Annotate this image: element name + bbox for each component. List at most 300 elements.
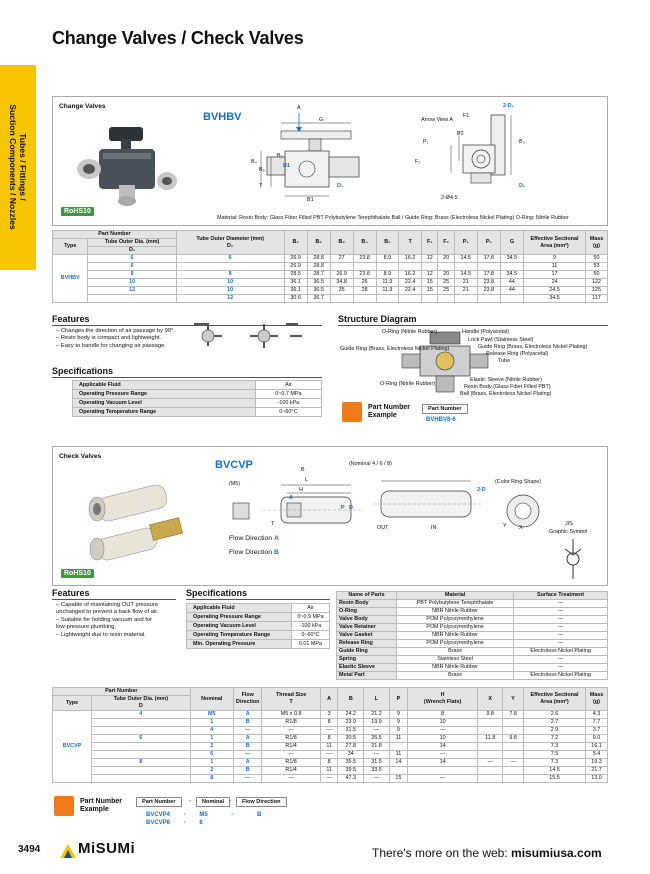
th-d1: D₁ — [88, 247, 176, 255]
table-cell: R1/4 — [262, 767, 320, 775]
dim-label-b: B — [301, 467, 305, 473]
panel-label: Check Valves — [59, 453, 102, 460]
th-b2: B₂ — [307, 231, 330, 255]
table-cell: 21 — [454, 279, 477, 287]
th-b1: B₁ — [284, 231, 307, 255]
table-cell: 17 — [524, 271, 586, 279]
table-cell — [92, 767, 190, 775]
misumi-logo-icon — [60, 842, 76, 858]
table-cell: 7.7 — [586, 719, 608, 727]
bvhbv-features-list — [56, 328, 175, 350]
table-cell: POM Polyoxymethylene — [396, 624, 513, 632]
table-row — [337, 664, 608, 672]
table-cell: — — [262, 727, 320, 735]
table-cell: 4 — [92, 711, 190, 719]
spec-row — [73, 408, 322, 417]
table-cell: — — [478, 759, 503, 767]
dim-label-nominal: (Nominal 4 / 6 / 8) — [349, 461, 392, 467]
table-cell: M5 x 0.8 — [262, 711, 320, 719]
table-cell — [477, 295, 500, 303]
spec-key: Applicable Fluid — [187, 604, 292, 613]
th-type: Type — [53, 239, 88, 255]
th-b: B — [338, 688, 364, 711]
table-cell: — — [514, 640, 608, 648]
pn-example-value: BVHBV8-6 — [426, 417, 456, 423]
table-cell: 14.5 — [454, 255, 477, 263]
table-cell — [376, 263, 398, 271]
table-cell: 22.4 — [399, 287, 422, 295]
table-cell: 26.9 — [284, 263, 307, 271]
bvhbv-panel — [52, 96, 608, 226]
bvhbv-specs-underline — [52, 377, 322, 378]
table-cell: 117 — [586, 295, 608, 303]
table-cell: 6 — [190, 751, 234, 759]
th-part-number: Part Number — [53, 231, 177, 239]
side-tab-label: Tubes / Fittings / Suction Components / Nozzles — [8, 104, 28, 230]
table-cell: 34 — [338, 751, 364, 759]
table-cell: 36.5 — [307, 279, 330, 287]
table-cell: 6 — [88, 263, 176, 271]
table-cell: 26.9 — [330, 271, 353, 279]
table-cell: 31.5 — [338, 727, 364, 735]
table-cell: POM Polyoxymethylene — [396, 640, 513, 648]
table-cell: 30.5 — [338, 735, 364, 743]
table-cell: 24.5 — [524, 287, 586, 295]
footer-web-link[interactable]: There's more on the web: misumiusa.com — [372, 846, 602, 860]
bvcvp-title: BVCVP — [215, 459, 253, 471]
table-cell — [422, 263, 438, 271]
table-cell: POM Polyoxymethylene — [396, 616, 513, 624]
table-cell: 34.5 — [500, 271, 523, 279]
table-cell: 15 — [422, 287, 438, 295]
table-cell: 27.8 — [338, 743, 364, 751]
out-label: OUT — [377, 525, 389, 531]
table-cell: 7.3 — [524, 743, 586, 751]
table-cell: 4.3 — [586, 711, 608, 719]
table-cell: 14 — [408, 759, 478, 767]
table-cell: 39.5 — [338, 767, 364, 775]
bvhbv-specs-title: Specifications — [52, 366, 114, 376]
pn-header-box: Part Number — [422, 404, 468, 414]
table-cell: — — [408, 727, 478, 735]
table-cell: 34.5 — [500, 255, 523, 263]
part-number-example-label: Part Number Example — [368, 404, 411, 419]
table-cell: 25 — [438, 287, 454, 295]
table-cell: 20 — [438, 271, 454, 279]
table-cell: Brass — [396, 648, 513, 656]
th-b3: B₃ — [330, 231, 353, 255]
table-cell: 2.6 — [524, 711, 586, 719]
flow-direction-diagram — [190, 318, 310, 354]
th-b4: B₄ — [353, 231, 376, 255]
feature-item: – Changes the direction of air passage by 90°. — [56, 328, 175, 334]
table-cell: M5 — [190, 711, 234, 719]
spec-key: Operating Pressure Range — [73, 390, 256, 399]
table-cell: 28.8 — [307, 263, 330, 271]
page-title: Change Valves / Check Valves — [52, 28, 304, 48]
table-cell: — — [234, 775, 262, 783]
spec-value: Air — [291, 604, 329, 613]
table-cell: 17.8 — [477, 271, 500, 279]
spec-row — [73, 390, 322, 399]
feature-item: – Lightweight due to resin material. — [56, 631, 146, 638]
table-cell: 24.2 — [338, 711, 364, 719]
table-cell: 16.1 — [586, 743, 608, 751]
table-cell: 50 — [586, 271, 608, 279]
table-row — [53, 711, 608, 719]
bvhbv-material-note: Material: Resin Body: Glass Fiber Filled PBT Polybutylene Terephthalate Ball / Guide Ring: Brass (Electroless Nickel Plating) O-Ring: Nitrile Rubber — [217, 215, 569, 221]
table-cell: 9.8 — [503, 735, 524, 743]
table-cell — [408, 767, 478, 775]
table-cell: 9 — [389, 711, 407, 719]
structure-label: Lock Pawl (Stainless Steel) — [468, 337, 534, 343]
table-cell: A — [234, 759, 262, 767]
table-row — [337, 600, 608, 608]
table-cell: — — [234, 751, 262, 759]
spec-key: Operating Temperature Range — [73, 408, 256, 417]
side-tab[interactable] — [0, 65, 36, 270]
table-cell: 7.5 — [524, 751, 586, 759]
table-row — [53, 751, 608, 759]
table-cell: R1/8 — [262, 735, 320, 743]
table-cell: 25 — [438, 279, 454, 287]
table-cell: 8 — [88, 271, 176, 279]
bvcvp-nominal-drawing — [373, 471, 483, 531]
table-cell — [88, 295, 176, 303]
spec-value: 0~0.7 MPa — [255, 390, 321, 399]
structure-label: Resin Body (Glass Fiber Filled PBT) — [464, 384, 551, 390]
table-cell: 5.4 — [586, 751, 608, 759]
table-cell — [477, 263, 500, 271]
dim-label-h: H — [299, 487, 303, 493]
table-cell: 36.1 — [284, 287, 307, 295]
table-cell — [500, 263, 523, 271]
table-cell: 36.1 — [284, 279, 307, 287]
bvhbv-title: BVHBV — [203, 111, 242, 123]
table-cell: 7.8 — [503, 711, 524, 719]
dim-label-p1: P₁ — [423, 139, 429, 145]
structure-label: Guide Ring (Brass, Electroless Nickel Plating) — [478, 344, 588, 350]
spec-row — [187, 631, 330, 640]
table-cell: — — [514, 608, 608, 616]
feature-item: – Resin body is compact and lightweight. — [56, 335, 162, 342]
table-cell: 31.5 — [364, 759, 390, 767]
table-cell: 19.3 — [586, 759, 608, 767]
table-cell — [478, 719, 503, 727]
spec-row — [187, 622, 330, 631]
table-cell: 53 — [586, 263, 608, 271]
structure-label: Elastic Sleeve (Nitrile Rubber) — [470, 377, 542, 383]
table-cell: — — [514, 616, 608, 624]
spec-value: -100 kPa — [255, 399, 321, 408]
feature-item: – Suitable for holding vacuum and for — [56, 616, 153, 623]
dim-label-a: A — [289, 495, 293, 501]
table-cell: 8.9 — [376, 255, 398, 263]
th-esa: Effective Sectional Area (mm²) — [524, 231, 586, 255]
dim-label-f1: F1 — [463, 113, 470, 119]
table-cell: 8.9 — [376, 271, 398, 279]
dim-label-p2: P2 — [457, 131, 464, 137]
spec-row — [73, 399, 322, 408]
pn-box-nominal: Nominal — [196, 797, 230, 807]
table-cell: 21.8 — [364, 743, 390, 751]
table-cell: — — [320, 727, 338, 735]
table-cell: 11.9 — [376, 279, 398, 287]
table-cell: 17.8 — [477, 255, 500, 263]
dim-label-b1: B1 — [307, 197, 314, 203]
table-cell: R1/4 — [262, 743, 320, 751]
structure-label: O-Ring (Nitrile Rubber) — [380, 381, 436, 387]
spec-key: Operating Vacuum Level — [73, 399, 256, 408]
th-p1: P₁ — [454, 231, 477, 255]
table-cell — [330, 295, 353, 303]
bvcvp-specs-underline — [186, 599, 330, 600]
structure-underline — [338, 325, 608, 326]
structure-label: Release Ring (Polyacetal) — [486, 351, 549, 357]
th-type: Type — [53, 696, 92, 711]
table-cell: 6 — [88, 255, 176, 263]
bvcvp-spec-table — [52, 687, 608, 783]
table-cell: — — [364, 751, 390, 759]
table-header: Material — [396, 592, 513, 600]
table-cell — [399, 295, 422, 303]
table-cell: — — [234, 727, 262, 735]
table-cell: — — [514, 664, 608, 672]
table-cell: R1/8 — [262, 719, 320, 727]
table-row — [53, 287, 608, 295]
table-row — [53, 255, 608, 263]
table-cell: 6 — [92, 735, 190, 743]
table-cell: 28.7 — [307, 271, 330, 279]
misumi-logo: MiSUMi — [78, 840, 136, 857]
table-cell: 9 — [389, 719, 407, 727]
table-cell — [422, 295, 438, 303]
bvhbv-spec-table — [52, 230, 608, 303]
table-cell: Valve Gasket — [337, 632, 397, 640]
table-cell — [503, 775, 524, 783]
table-cell: 10 — [88, 279, 176, 287]
table-cell: Release Ring — [337, 640, 397, 648]
th-f1: F₁ — [422, 231, 438, 255]
dim-label-2-d2: 2-D₂ — [503, 103, 515, 109]
table-row — [337, 608, 608, 616]
table-cell — [478, 743, 503, 751]
table-cell: B — [234, 767, 262, 775]
table-cell: — — [320, 775, 338, 783]
table-cell: — — [514, 600, 608, 608]
panel-label: Change Valves — [59, 103, 106, 110]
th-mass: Mass (g) — [586, 688, 608, 711]
table-cell: 11 — [320, 743, 338, 751]
spec-value: 0.01 MPa — [291, 640, 329, 649]
table-cell: B — [234, 719, 262, 727]
table-cell: Spring — [337, 656, 397, 664]
spec-key: Applicable Fluid — [73, 381, 256, 390]
spec-row — [73, 381, 322, 390]
table-cell: Guide Ring — [337, 648, 397, 656]
spec-value: Air — [255, 381, 321, 390]
rohs-badge: RoHS10 — [61, 207, 94, 216]
table-cell: 15 — [422, 279, 438, 287]
table-cell: 21.2 — [364, 711, 390, 719]
bvcvp-features-list — [56, 602, 158, 639]
table-cell: 2.9 — [524, 727, 586, 735]
table-cell: 7.2 — [524, 735, 586, 743]
structure-label: Guide Ring (Brass, Electroless Nickel Plating) — [340, 346, 450, 352]
th-tube-d1: Tube Outer Dia. (mm) — [88, 239, 176, 247]
table-cell: 28 — [353, 287, 376, 295]
spec-row — [187, 640, 330, 649]
dim-label-b2: B₂ — [277, 153, 283, 159]
bvhbv-specs-table — [72, 380, 322, 417]
bvcvp-panel — [52, 446, 608, 586]
table-row — [53, 719, 608, 727]
table-cell: 34.8 — [330, 279, 353, 287]
table-cell — [438, 263, 454, 271]
feature-item: – Capable of maintaining OUT pressure — [56, 602, 159, 608]
table-cell: — — [408, 751, 478, 759]
bvcvp-ring-drawing — [493, 487, 553, 537]
dim-label-d2: D₂ — [337, 183, 344, 189]
table-cell: 14.5 — [454, 271, 477, 279]
table-cell: 8 — [320, 759, 338, 767]
dim-label-m5: (M5) — [229, 481, 241, 487]
bvhbv-features-title: Features — [52, 314, 90, 324]
pn-box-part-number: Part Number — [136, 797, 182, 807]
spec-value: 0~60°C — [291, 631, 329, 640]
dim-label-p: P — [341, 505, 345, 511]
table-cell: 12 — [422, 255, 438, 263]
table-cell — [389, 743, 407, 751]
table-cell: 4 — [190, 727, 234, 735]
part-number-icon — [342, 402, 362, 422]
table-cell: NBR Nitrile Rubber — [396, 608, 513, 616]
th-y: Y — [503, 688, 524, 711]
th-f2: F₂ — [438, 231, 454, 255]
table-cell: 10 — [408, 735, 478, 743]
table-cell: 2 — [190, 767, 234, 775]
th-x: X — [478, 688, 503, 711]
table-cell: 24 — [524, 279, 586, 287]
dim-label-b5: B₅ — [259, 167, 265, 173]
dim-label-d2-side: D₂ — [519, 183, 526, 189]
page-number: 3494 — [18, 844, 41, 855]
table-row — [53, 759, 608, 767]
table-cell — [353, 295, 376, 303]
table-cell: 8 — [92, 759, 190, 767]
table-cell: 11.9 — [376, 287, 398, 295]
table-cell: — — [364, 775, 390, 783]
dim-label-b3: B₃ — [519, 139, 525, 145]
table-row — [53, 263, 608, 271]
table-cell — [389, 767, 407, 775]
dim-label-t: T — [271, 521, 275, 527]
table-cell: 16.2 — [399, 255, 422, 263]
table-cell — [503, 767, 524, 775]
table-cell: 30.6 — [284, 295, 307, 303]
th-tube-d2: Tube Outer Diameter (mm) D₂ — [176, 231, 284, 255]
feature-item: low-pressure plumbing. — [56, 624, 116, 631]
table-cell: — — [408, 775, 478, 783]
table-cell: 3 — [320, 711, 338, 719]
table-header: Surface Treatment — [514, 592, 608, 600]
in-label: IN — [431, 525, 437, 531]
rohs-badge: RoHS10 — [61, 569, 94, 578]
th-g: G — [500, 231, 523, 255]
table-cell: 14 — [408, 743, 478, 751]
table-cell: 21 — [454, 287, 477, 295]
table-cell: 15.5 — [524, 775, 586, 783]
table-header: Name of Parts — [337, 592, 397, 600]
table-row — [53, 767, 608, 775]
table-cell: 9 — [524, 255, 586, 263]
jis-label: JIS — [565, 521, 573, 527]
dim-label-d: D — [349, 505, 353, 511]
table-cell: 14.5 — [524, 767, 586, 775]
table-cell: 36.5 — [307, 287, 330, 295]
table-cell: 9.8 — [478, 711, 503, 719]
structure-title: Structure Diagram — [338, 314, 417, 324]
table-cell: 11.8 — [478, 735, 503, 743]
table-cell: 15 — [389, 775, 407, 783]
spec-row — [187, 613, 330, 622]
table-cell: Electroless Nickel Plating — [514, 648, 608, 656]
pn-example-row: BVCVP6 - 6 — [146, 820, 203, 826]
table-cell: 12 — [88, 287, 176, 295]
dim-label-d1: D1 — [283, 163, 290, 169]
table-cell — [438, 295, 454, 303]
table-cell: 7.3 — [524, 759, 586, 767]
table-cell: 3.7 — [586, 727, 608, 735]
dim-label-arrow-view: Arrow View A — [421, 117, 453, 123]
table-row — [337, 656, 608, 664]
pn-example-row: BVCVP4 - M5 - B — [146, 812, 262, 818]
table-cell: 9 — [389, 727, 407, 735]
table-header-row — [337, 592, 608, 600]
th-t: T — [399, 231, 422, 255]
bvcvp-features-title: Features — [52, 588, 90, 598]
table-cell: Electroless Nickel Plating — [514, 672, 608, 680]
table-cell: 11 — [524, 263, 586, 271]
table-cell — [176, 263, 284, 271]
spec-key: Operating Pressure Range — [187, 613, 292, 622]
pn-box-flow-direction: Flow Direction — [236, 797, 287, 807]
table-cell: 27 — [330, 255, 353, 263]
dim-label-color-ring: (Color Ring Shape) — [495, 479, 542, 485]
table-cell — [376, 295, 398, 303]
table-cell: 13.0 — [586, 775, 608, 783]
table-cell — [478, 727, 503, 735]
table-cell — [399, 263, 422, 271]
table-cell: 28.5 — [284, 271, 307, 279]
table-cell: 35 — [330, 287, 353, 295]
dim-label-x: X — [519, 525, 523, 531]
table-cell: 6 — [176, 255, 284, 263]
table-cell: 11 — [389, 751, 407, 759]
table-cell: 8 — [190, 775, 234, 783]
table-cell — [92, 751, 190, 759]
th-flow: Flow Direction — [234, 688, 262, 711]
table-cell: — — [262, 775, 320, 783]
table-cell: 125 — [586, 287, 608, 295]
dim-label-y: Y — [503, 523, 507, 529]
table-cell: NBR Nitrile Rubber — [396, 632, 513, 640]
table-cell: — — [364, 727, 390, 735]
table-row — [53, 727, 608, 735]
dim-label-l: L — [305, 477, 308, 483]
table-cell: R1/8 — [262, 759, 320, 767]
table-cell: 11 — [389, 735, 407, 743]
